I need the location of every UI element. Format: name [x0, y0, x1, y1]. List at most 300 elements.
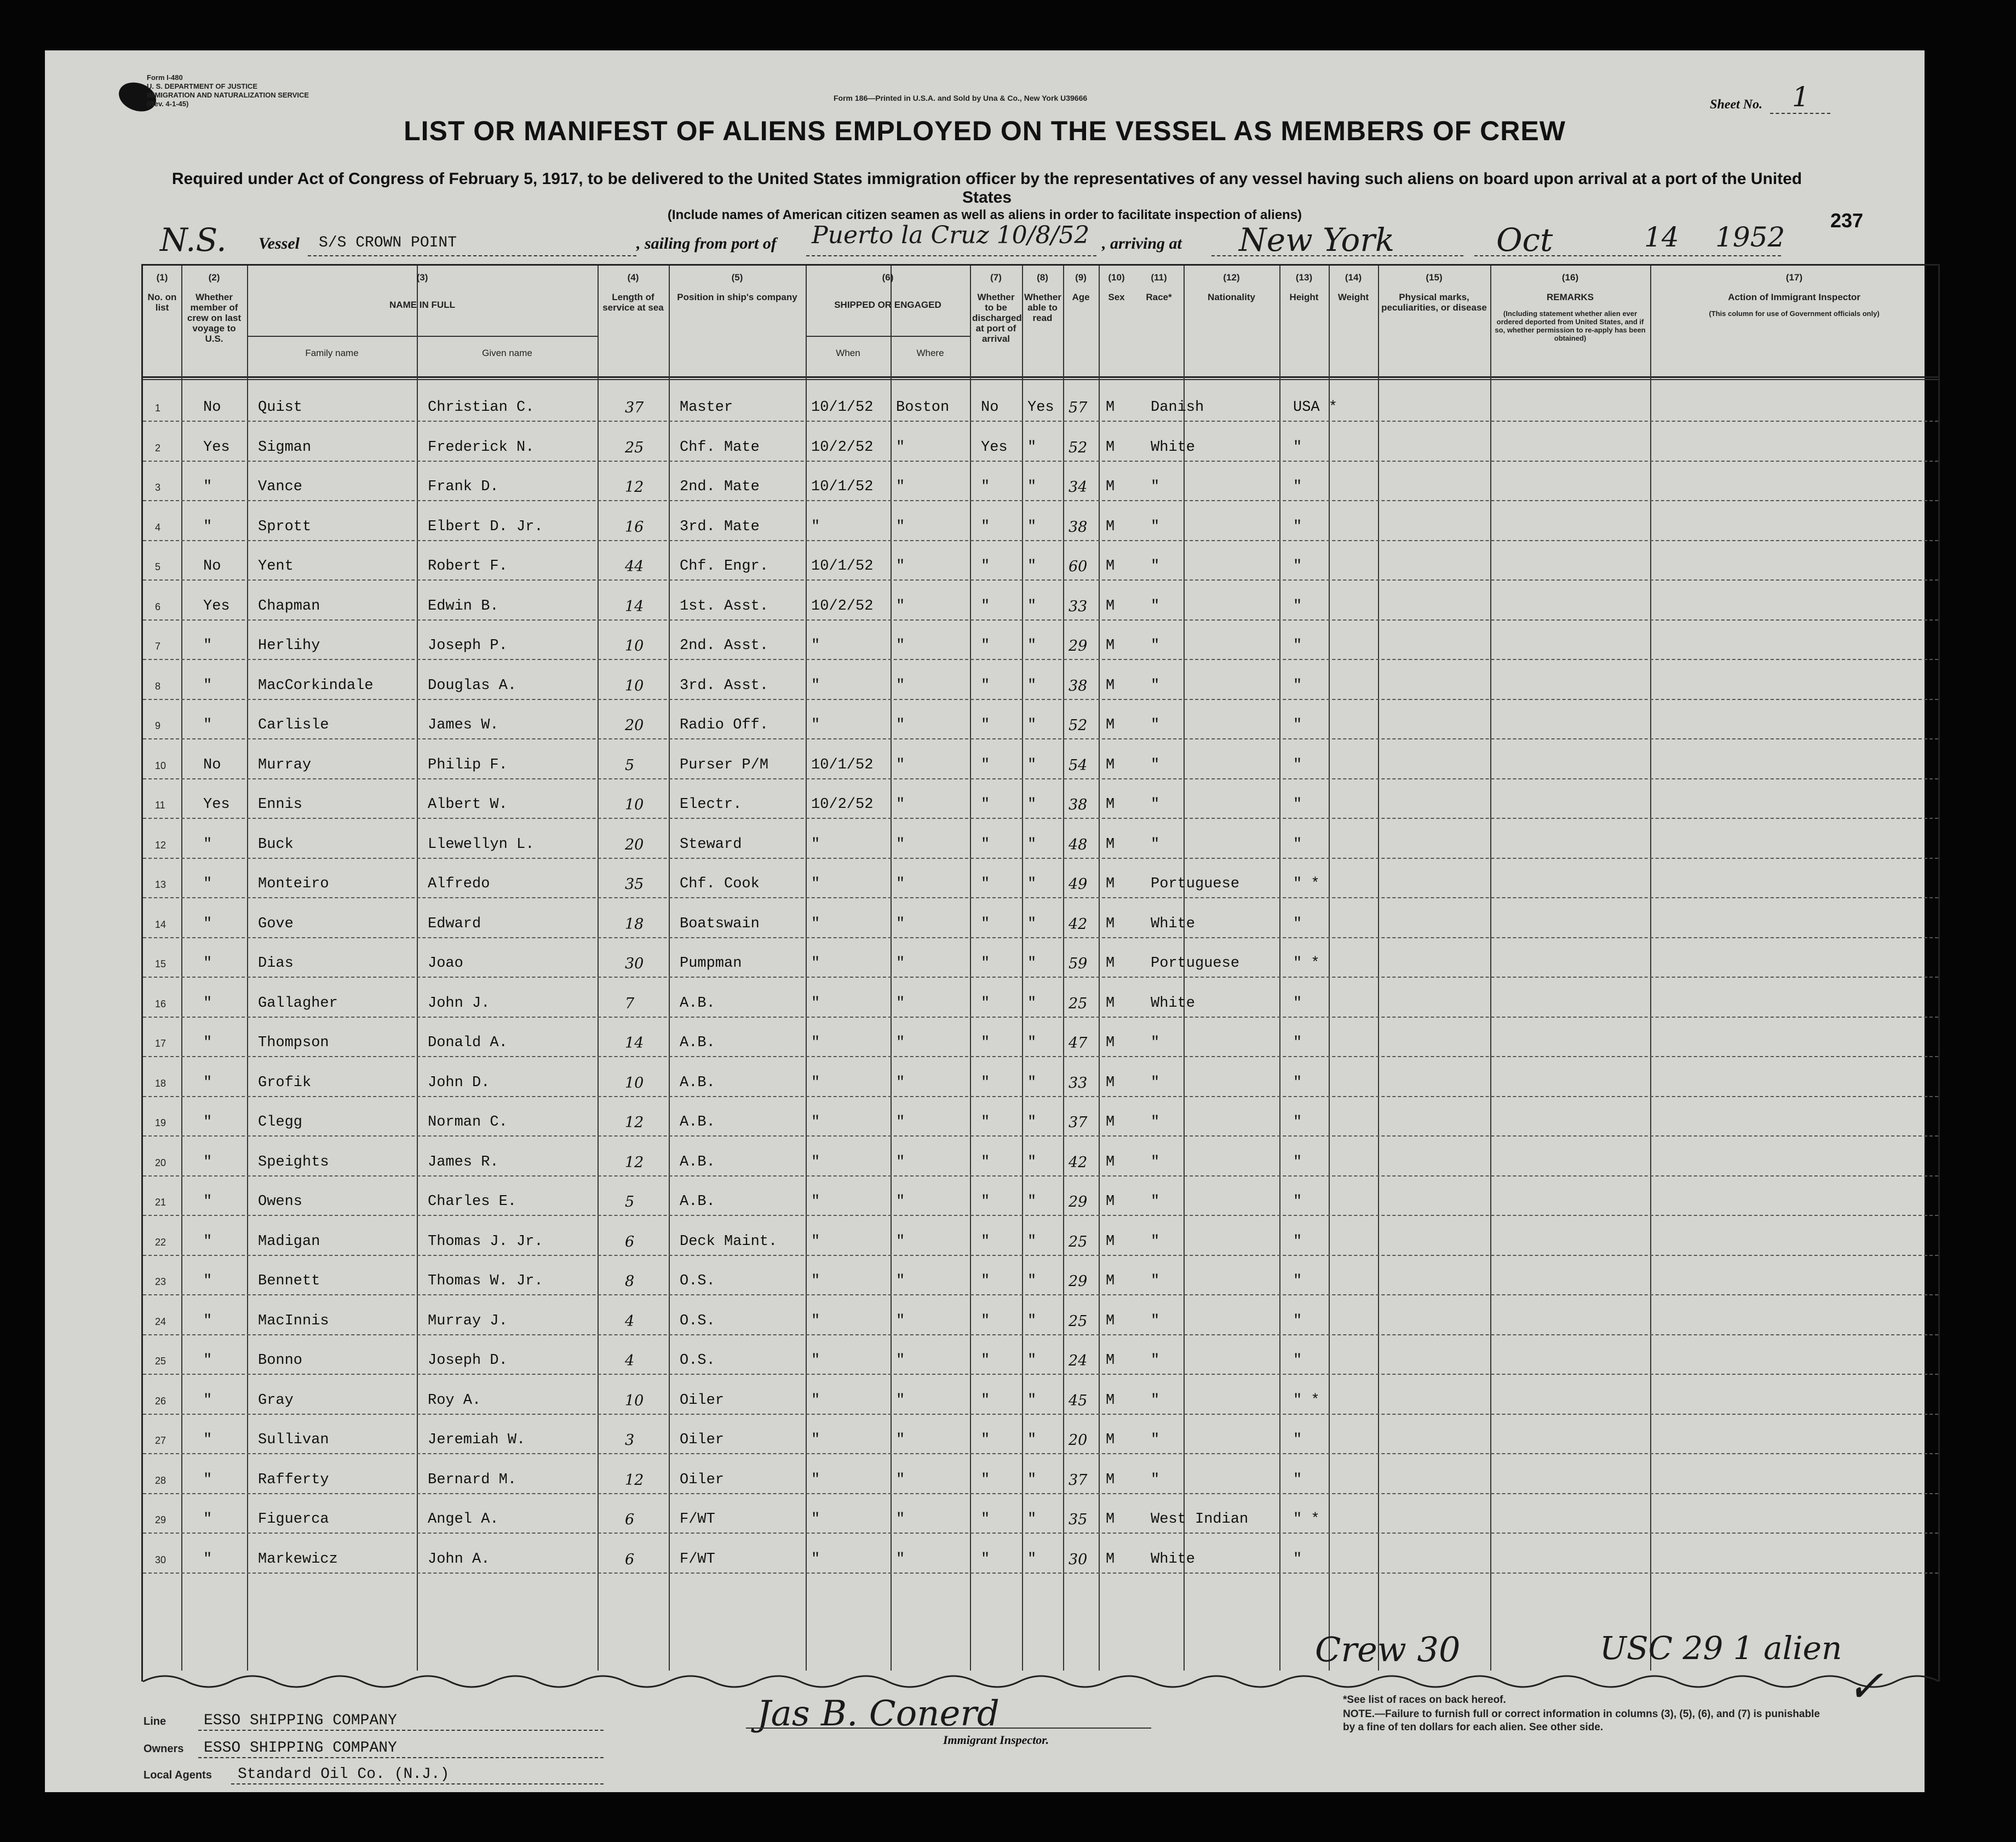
nationality-cell: " — [1293, 756, 1302, 773]
shipped-when-cell: " — [811, 1154, 820, 1170]
shipped-when-cell: " — [811, 1233, 820, 1250]
given-name-cell: Norman C. — [428, 1114, 508, 1131]
sheet-label: Sheet No. — [1710, 97, 1762, 112]
discharged-cell: " — [981, 1233, 990, 1250]
service-cell: 14 — [625, 1035, 644, 1052]
sex-cell: M — [1106, 1233, 1115, 1250]
sex-cell: M — [1106, 1551, 1115, 1568]
age-cell: 33 — [1069, 1074, 1088, 1092]
nationality-cell: " — [1293, 1035, 1302, 1051]
family-name-cell: Sigman — [258, 439, 312, 456]
race-cell: " — [1151, 558, 1160, 575]
given-name-cell: Thomas W. Jr. — [428, 1273, 543, 1289]
column-header: Race* — [1146, 292, 1172, 302]
race-cell: " — [1151, 1074, 1160, 1091]
shipped-where-cell: " — [896, 955, 905, 972]
sex-cell: M — [1106, 1511, 1115, 1528]
race-cell: White — [1151, 995, 1196, 1012]
column-subheader: Given name — [482, 348, 532, 358]
age-cell: 33 — [1069, 598, 1088, 615]
position-cell: Chf. Engr. — [680, 558, 769, 575]
sex-cell: M — [1106, 1193, 1115, 1210]
nationality-cell: " * — [1293, 876, 1320, 892]
discharged-cell: " — [981, 1551, 990, 1568]
arriving-label: , arriving at — [1102, 234, 1182, 253]
race-cell: " — [1151, 1312, 1160, 1329]
shipped-where-cell: " — [896, 1471, 905, 1488]
row-number-cell: 10 — [155, 760, 166, 771]
sex-cell: M — [1106, 796, 1115, 813]
nationality-cell: " * — [1293, 1511, 1320, 1528]
sex-cell: M — [1106, 756, 1115, 773]
position-cell: Master — [680, 399, 733, 416]
shipped-when-cell: " — [811, 876, 820, 892]
race-cell: " — [1151, 1154, 1160, 1170]
given-name-cell: Joao — [428, 955, 463, 972]
sex-cell: M — [1106, 518, 1115, 535]
family-name-cell: Thompson — [258, 1035, 329, 1051]
column-header-note: (This column for use of Government officials only) — [1709, 309, 1880, 318]
table-row — [143, 977, 1938, 1018]
race-cell: " — [1151, 677, 1160, 694]
position-cell: Steward — [680, 836, 742, 853]
position-cell: F/WT — [680, 1551, 715, 1568]
age-cell: 59 — [1069, 955, 1088, 972]
sex-cell: M — [1106, 955, 1115, 972]
discharged-cell: " — [981, 756, 990, 773]
column-header: Nationality — [1208, 292, 1255, 302]
last-voyage-cell: " — [203, 518, 212, 535]
shipped-where-cell: Boston — [896, 399, 950, 416]
service-cell: 12 — [625, 1154, 644, 1171]
able-to-read-cell: " — [1027, 1312, 1037, 1329]
shipped-where-cell: " — [896, 439, 905, 456]
table-row — [143, 460, 1938, 501]
service-cell: 16 — [625, 518, 644, 536]
family-name-cell: Chapman — [258, 598, 320, 615]
row-number-cell: 9 — [155, 720, 161, 731]
shipped-when-cell: 10/1/52 — [811, 399, 874, 416]
shipped-where-cell: " — [896, 1154, 905, 1170]
position-cell: Chf. Cook — [680, 876, 760, 892]
race-cell: " — [1151, 756, 1160, 773]
discharged-cell: " — [981, 1273, 990, 1289]
nationality-cell: " — [1293, 479, 1302, 495]
shipped-when-cell: " — [811, 1432, 820, 1448]
position-cell: Purser P/M — [680, 756, 769, 773]
column-header: Length of service at sea — [602, 292, 664, 313]
given-name-cell: Frederick N. — [428, 439, 535, 456]
table-row — [143, 1215, 1938, 1256]
column-number: (6) — [882, 272, 894, 283]
service-cell: 7 — [625, 995, 635, 1012]
column-subheader: Where — [916, 348, 944, 358]
discharged-cell: " — [981, 1114, 990, 1131]
row-number-cell: 18 — [155, 1077, 166, 1089]
race-cell: " — [1151, 479, 1160, 495]
table-row — [143, 619, 1938, 660]
last-voyage-cell: " — [203, 1352, 212, 1369]
owners-label: Owners — [143, 1743, 184, 1755]
age-cell: 29 — [1069, 1193, 1088, 1210]
table-row — [143, 1374, 1938, 1415]
given-name-cell: Jeremiah W. — [428, 1432, 526, 1448]
family-name-cell: Owens — [258, 1193, 303, 1210]
row-number-cell: 15 — [155, 959, 166, 969]
sex-cell: M — [1106, 995, 1115, 1012]
service-cell: 35 — [625, 876, 644, 893]
table-row — [143, 1493, 1938, 1534]
given-name-cell: Alfredo — [428, 876, 490, 892]
given-name-cell: John D. — [428, 1074, 490, 1091]
row-number-cell: 5 — [155, 561, 161, 572]
age-cell: 45 — [1069, 1392, 1088, 1409]
able-to-read-cell: " — [1027, 796, 1037, 813]
discharged-cell: Yes — [981, 439, 1008, 456]
column-number: (4) — [627, 272, 639, 283]
sex-cell: M — [1106, 1312, 1115, 1329]
closing-wavy-line — [143, 1665, 1938, 1698]
family-name-cell: MacInnis — [258, 1312, 329, 1329]
age-cell: 24 — [1069, 1352, 1088, 1369]
sex-cell: M — [1106, 1074, 1115, 1091]
family-name-cell: MacCorkindale — [258, 677, 374, 694]
position-cell: A.B. — [680, 1154, 715, 1170]
given-name-cell: James R. — [428, 1154, 499, 1170]
service-cell: 25 — [625, 439, 644, 456]
row-number-cell: 20 — [155, 1157, 166, 1168]
races-note: *See list of races on back hereof. — [1343, 1694, 1506, 1706]
given-name-cell: John A. — [428, 1551, 490, 1568]
discharged-cell: " — [981, 915, 990, 932]
discharged-cell: " — [981, 1074, 990, 1091]
form-title: LIST OR MANIFEST OF ALIENS EMPLOYED ON THE VESSEL AS MEMBERS OF CREW — [404, 116, 1566, 146]
able-to-read-cell: " — [1027, 1511, 1037, 1528]
column-number: (17) — [1785, 272, 1803, 283]
service-cell: 8 — [625, 1273, 635, 1290]
sex-cell: M — [1106, 1114, 1115, 1131]
position-cell: O.S. — [680, 1312, 715, 1329]
table-row — [143, 1095, 1938, 1137]
last-voyage-cell: " — [203, 1273, 212, 1289]
column-number: (1) — [156, 272, 168, 283]
position-cell: A.B. — [680, 1074, 715, 1091]
family-name-cell: Clegg — [258, 1114, 303, 1131]
service-cell: 3 — [625, 1432, 635, 1449]
age-cell: 34 — [1069, 479, 1088, 496]
discharged-cell: " — [981, 796, 990, 813]
nationality-cell: " — [1293, 1273, 1302, 1289]
last-voyage-cell: " — [203, 479, 212, 495]
service-cell: 10 — [625, 1074, 644, 1092]
last-voyage-cell: " — [203, 1471, 212, 1488]
discharged-cell: " — [981, 1312, 990, 1329]
position-cell: 3rd. Asst. — [680, 677, 769, 694]
given-name-cell: Roy A. — [428, 1392, 481, 1409]
family-name-cell: Murray — [258, 756, 312, 773]
shipped-when-cell: 10/1/52 — [811, 558, 874, 575]
column-header: No. on list — [147, 292, 177, 313]
shipped-where-cell: " — [896, 1273, 905, 1289]
nationality-cell: " * — [1293, 955, 1320, 972]
age-cell: 57 — [1069, 399, 1088, 416]
service-cell: 20 — [625, 717, 644, 734]
given-name-cell: Thomas J. Jr. — [428, 1233, 543, 1250]
table-row — [143, 818, 1938, 859]
shipped-when-cell: " — [811, 1074, 820, 1091]
service-cell: 12 — [625, 1471, 644, 1489]
vessel-label: Vessel — [259, 234, 300, 253]
shipped-where-cell: " — [896, 1511, 905, 1528]
column-number: (3) — [416, 272, 428, 283]
family-name-cell: Monteiro — [258, 876, 329, 892]
shipped-where-cell: " — [896, 915, 905, 932]
given-name-cell: Donald A. — [428, 1035, 508, 1051]
race-cell: " — [1151, 1392, 1160, 1409]
owners-value: ESSO SHIPPING COMPANY — [204, 1740, 397, 1757]
discharged-cell: " — [981, 598, 990, 615]
sex-cell: M — [1106, 1471, 1115, 1488]
given-name-cell: Frank D. — [428, 479, 499, 495]
printer-line: Form 186—Printed in U.S.A. and Sold by Una & Co., New York U39666 — [834, 94, 1088, 102]
shipped-when-cell: 10/1/52 — [811, 479, 874, 495]
nationality-cell: " — [1293, 518, 1302, 535]
service-cell: 10 — [625, 1392, 644, 1409]
row-number-cell: 11 — [155, 800, 165, 811]
table-row — [143, 1294, 1938, 1335]
discharged-cell: " — [981, 1392, 990, 1409]
column-header: REMARKS — [1547, 292, 1594, 302]
nationality-cell: " — [1293, 915, 1302, 932]
service-cell: 10 — [625, 638, 644, 655]
column-header: Position in ship's company — [677, 292, 797, 302]
row-number-cell: 8 — [155, 680, 161, 692]
race-cell: White — [1151, 1551, 1196, 1568]
family-name-cell: Gove — [258, 915, 294, 932]
table-row — [143, 1175, 1938, 1216]
position-cell: 2nd. Asst. — [680, 638, 769, 654]
able-to-read-cell: " — [1027, 717, 1037, 733]
shipped-where-cell: " — [896, 1074, 905, 1091]
race-cell: Portuguese — [1151, 876, 1240, 892]
nationality-cell: " — [1293, 638, 1302, 654]
able-to-read-cell: " — [1027, 479, 1037, 495]
family-name-cell: Gallagher — [258, 995, 338, 1012]
shipped-where-cell: " — [896, 1035, 905, 1051]
given-name-cell: Edwin B. — [428, 598, 499, 615]
crew-total-note: Crew 30 — [1315, 1629, 1461, 1669]
age-cell: 37 — [1069, 1471, 1088, 1489]
discharged-cell: " — [981, 995, 990, 1012]
row-number-cell: 17 — [155, 1038, 166, 1049]
table-row — [143, 579, 1938, 621]
nationality-cell: " — [1293, 598, 1302, 615]
able-to-read-cell: " — [1027, 1154, 1037, 1170]
column-header: NAME IN FULL — [389, 300, 455, 310]
discharged-cell: No — [981, 399, 999, 416]
given-name-cell: James W. — [428, 717, 499, 733]
service-cell: 5 — [625, 756, 635, 774]
manifest-sheet — [45, 50, 1925, 1792]
age-cell: 60 — [1069, 558, 1088, 575]
column-header: Height — [1289, 292, 1319, 302]
table-row — [143, 1413, 1938, 1454]
age-cell: 35 — [1069, 1511, 1088, 1528]
race-cell: White — [1151, 915, 1196, 932]
check-mark: ✓ — [1847, 1661, 1884, 1712]
able-to-read-cell: " — [1027, 995, 1037, 1012]
column-header: Weight — [1337, 292, 1369, 302]
given-name-cell: Christian C. — [428, 399, 535, 416]
shipped-where-cell: " — [896, 638, 905, 654]
revision-line: (Rev. 4-1-45) — [147, 100, 189, 108]
age-cell: 25 — [1069, 995, 1088, 1012]
race-cell: " — [1151, 1352, 1160, 1369]
age-cell: 38 — [1069, 518, 1088, 536]
service-cell: 12 — [625, 479, 644, 496]
discharged-cell: " — [981, 836, 990, 853]
column-number: (9) — [1075, 272, 1087, 283]
discharged-cell: " — [981, 717, 990, 733]
row-number-cell: 21 — [155, 1197, 166, 1208]
shipped-where-cell: " — [896, 598, 905, 615]
row-number-cell: 19 — [155, 1117, 166, 1128]
nationality-cell: " — [1293, 1352, 1302, 1369]
column-number: (7) — [990, 272, 1002, 283]
age-cell: 52 — [1069, 439, 1088, 456]
service-cell: 6 — [625, 1511, 635, 1528]
position-cell: 1st. Asst. — [680, 598, 769, 615]
service-cell: 18 — [625, 915, 644, 933]
given-name-cell: Murray J. — [428, 1312, 508, 1329]
row-number-cell: 1 — [155, 403, 161, 414]
given-name-cell: Angel A. — [428, 1511, 499, 1528]
column-header: Whether member of crew on last voyage to U.S. — [187, 292, 242, 344]
row-number-cell: 26 — [155, 1395, 166, 1407]
able-to-read-cell: " — [1027, 1074, 1037, 1091]
summary-note: USC 29 1 alien — [1600, 1629, 1842, 1667]
column-header: Age — [1072, 292, 1090, 302]
shipped-where-cell: " — [896, 1551, 905, 1568]
able-to-read-cell: " — [1027, 677, 1037, 694]
age-cell: 30 — [1069, 1551, 1088, 1568]
shipped-when-cell: " — [811, 1471, 820, 1488]
race-cell: " — [1151, 518, 1160, 535]
sex-cell: M — [1106, 1352, 1115, 1369]
able-to-read-cell: " — [1027, 1471, 1037, 1488]
line-value: ESSO SHIPPING COMPANY — [204, 1712, 397, 1729]
shipped-where-cell: " — [896, 1193, 905, 1210]
given-name-cell: Joseph D. — [428, 1352, 508, 1369]
race-cell: " — [1151, 598, 1160, 615]
table-row — [143, 381, 1938, 422]
age-cell: 29 — [1069, 1273, 1088, 1290]
race-cell: " — [1151, 638, 1160, 654]
able-to-read-cell: " — [1027, 1233, 1037, 1250]
race-cell: Portuguese — [1151, 955, 1240, 972]
able-to-read-cell: " — [1027, 756, 1037, 773]
able-to-read-cell: " — [1027, 1273, 1037, 1289]
table-row — [143, 1135, 1938, 1177]
table-row — [143, 857, 1938, 898]
race-cell: " — [1151, 1193, 1160, 1210]
family-name-cell: Rafferty — [258, 1471, 329, 1488]
sailing-label: , sailing from port of — [636, 234, 777, 253]
column-number: (12) — [1223, 272, 1240, 283]
age-cell: 38 — [1069, 796, 1088, 813]
shipped-where-cell: " — [896, 756, 905, 773]
column-subheader: When — [836, 348, 860, 358]
discharged-cell: " — [981, 479, 990, 495]
sex-cell: M — [1106, 1035, 1115, 1051]
able-to-read-cell: " — [1027, 1352, 1037, 1369]
race-cell: " — [1151, 1035, 1160, 1051]
column-number: (2) — [208, 272, 220, 283]
last-voyage-cell: " — [203, 1114, 212, 1131]
given-name-cell: John J. — [428, 995, 490, 1012]
shipped-where-cell: " — [896, 677, 905, 694]
age-cell: 47 — [1069, 1035, 1088, 1052]
position-cell: A.B. — [680, 995, 715, 1012]
race-cell: White — [1151, 439, 1196, 456]
arrival-month: Oct — [1496, 221, 1553, 259]
shipped-when-cell: " — [811, 1551, 820, 1568]
shipped-where-cell: " — [896, 1392, 905, 1409]
sex-cell: M — [1106, 915, 1115, 932]
shipped-when-cell: 10/2/52 — [811, 796, 874, 813]
service-cell: 14 — [625, 598, 644, 615]
sailing-port: Puerto la Cruz 10/8/52 — [812, 221, 1090, 249]
service-cell: 37 — [625, 399, 644, 416]
column-number: (8) — [1037, 272, 1048, 283]
given-name-cell: Edward — [428, 915, 481, 932]
vessel-prefix: N.S. — [160, 221, 227, 259]
family-name-cell: Speights — [258, 1154, 329, 1170]
sex-cell: M — [1106, 598, 1115, 615]
shipped-where-cell: " — [896, 1432, 905, 1448]
family-name-cell: Gray — [258, 1392, 294, 1409]
shipped-where-cell: " — [896, 479, 905, 495]
shipped-when-cell: " — [811, 915, 820, 932]
sex-cell: M — [1106, 1392, 1115, 1409]
row-number-cell: 24 — [155, 1316, 166, 1327]
given-name-cell: Douglas A. — [428, 677, 517, 694]
given-name-cell: Charles E. — [428, 1193, 517, 1210]
vessel-name: S/S CROWN POINT — [319, 234, 457, 251]
column-header-note: (Including statement whether alien ever ordered deported from United States, and if so, whether permission to re-apply has been obtained) — [1495, 309, 1646, 342]
last-voyage-cell: " — [203, 1193, 212, 1210]
shipped-where-cell: " — [896, 836, 905, 853]
sex-cell: M — [1106, 1432, 1115, 1448]
last-voyage-cell: No — [203, 399, 221, 416]
shipped-where-cell: " — [896, 796, 905, 813]
able-to-read-cell: " — [1027, 876, 1037, 892]
column-number: (11) — [1151, 272, 1167, 283]
table-row — [143, 540, 1938, 581]
shipped-where-cell: " — [896, 876, 905, 892]
last-voyage-cell: " — [203, 1511, 212, 1528]
able-to-read-cell: " — [1027, 518, 1037, 535]
last-voyage-cell: " — [203, 1074, 212, 1091]
given-name-cell: Bernard M. — [428, 1471, 517, 1488]
nationality-cell: " — [1293, 677, 1302, 694]
nationality-cell: " — [1293, 1233, 1302, 1250]
arriving-port: New York — [1239, 221, 1395, 259]
last-voyage-cell: Yes — [203, 439, 230, 456]
nationality-cell: " — [1293, 558, 1302, 575]
service-cell: 6 — [625, 1233, 635, 1250]
discharged-cell: " — [981, 1432, 990, 1448]
